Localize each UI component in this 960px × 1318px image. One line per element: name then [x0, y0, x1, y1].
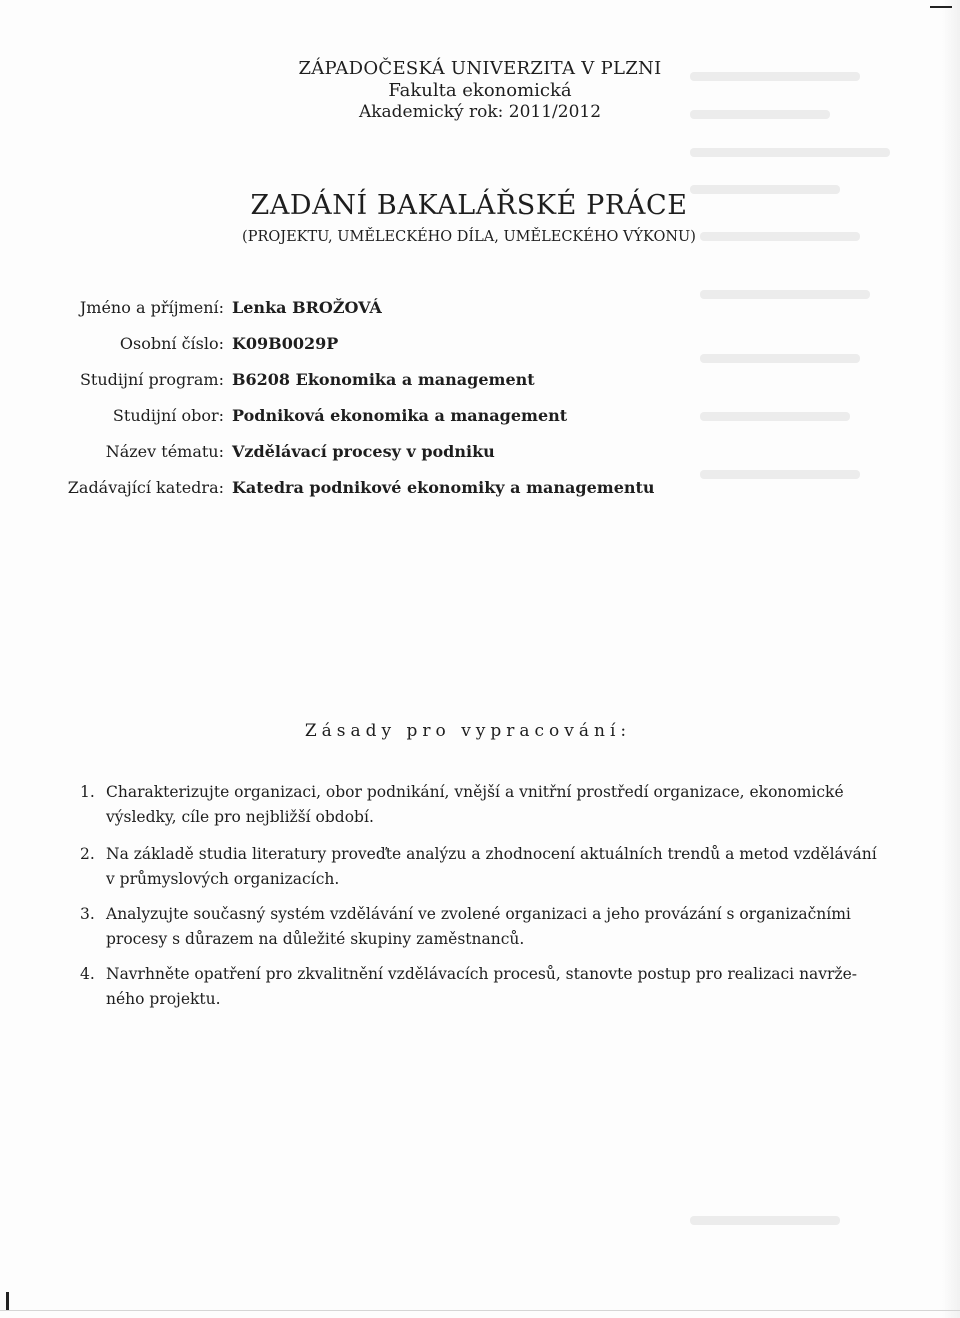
info-row-department [0, 478, 960, 508]
list-item-line: Analyzujte současný systém vzdělávání ve zvolené organizaci a jeho provázání s organizačními [106, 905, 851, 923]
info-row-study-field [0, 406, 960, 436]
info-row-study-program [0, 370, 960, 400]
list-item-number: 1. [80, 783, 95, 801]
list-item-line: výsledky, cíle pro nejbližší období. [106, 808, 374, 826]
list-item-number: 2. [80, 845, 95, 863]
info-label: Studijní obor: [112, 406, 224, 425]
info-value: Podniková ekonomika a management [232, 406, 568, 425]
university-name: ZÁPADOČESKÁ UNIVERZITA V PLZNI [298, 58, 662, 79]
scan-mark-left [6, 1292, 9, 1310]
info-value: B6208 Ekonomika a management [232, 370, 535, 389]
info-value: Katedra podnikové ekonomiky a managementu [232, 478, 655, 497]
info-value: K09B0029P [232, 334, 339, 353]
info-label: Zadávající katedra: [67, 478, 224, 497]
info-row-name [0, 298, 960, 328]
list-item-text [106, 842, 880, 892]
document-title: ZADÁNÍ BAKALÁŘSKÉ PRÁCE [250, 190, 688, 221]
info-label: Název tématu: [105, 442, 224, 461]
info-label: Studijní program: [79, 370, 224, 389]
principles-heading: Zásady pro vypracování: [304, 721, 632, 741]
list-item-text [106, 902, 880, 952]
page-bottom-edge [0, 1310, 960, 1311]
list-item-number: 4. [80, 965, 95, 983]
info-label: Jméno a příjmení: [79, 298, 224, 317]
list-item-text [106, 780, 880, 830]
faculty-name: Fakulta ekonomická [388, 80, 572, 101]
info-row-topic [0, 442, 960, 472]
list-item-line: Charakterizujte organizaci, obor podnikání, vnější a vnitřní prostředí organizace, ekonomické [106, 783, 844, 801]
info-row-personal-number [0, 334, 960, 364]
scan-edge [942, 0, 960, 1318]
list-item-line: Na základě studia literatury proveďte analýzu a zhodnocení aktuálních trendů a metod vzdělávání [106, 845, 877, 863]
list-item-number: 3. [80, 905, 95, 923]
list-item-text [106, 962, 880, 1012]
document-subtitle: (PROJEKTU, UMĚLECKÉHO DÍLA, UMĚLECKÉHO VÝKONU) [242, 229, 696, 245]
info-value: Vzdělávací procesy v podniku [232, 442, 495, 461]
scan-mark-top [930, 6, 952, 8]
academic-year: Akademický rok: 2011/2012 [358, 102, 602, 122]
info-label: Osobní číslo: [119, 334, 224, 353]
info-value: Lenka BROŽOVÁ [232, 298, 382, 317]
list-item-line: Navrhněte opatření pro zkvalitnění vzdělávacích procesů, stanovte postup pro realizaci navrže- [106, 965, 858, 983]
list-item-line: v průmyslových organizacích. [106, 870, 340, 888]
list-item-line: ného projektu. [106, 990, 221, 1008]
list-item-line: procesy s důrazem na důležité skupiny zaměstnanců. [106, 930, 525, 948]
